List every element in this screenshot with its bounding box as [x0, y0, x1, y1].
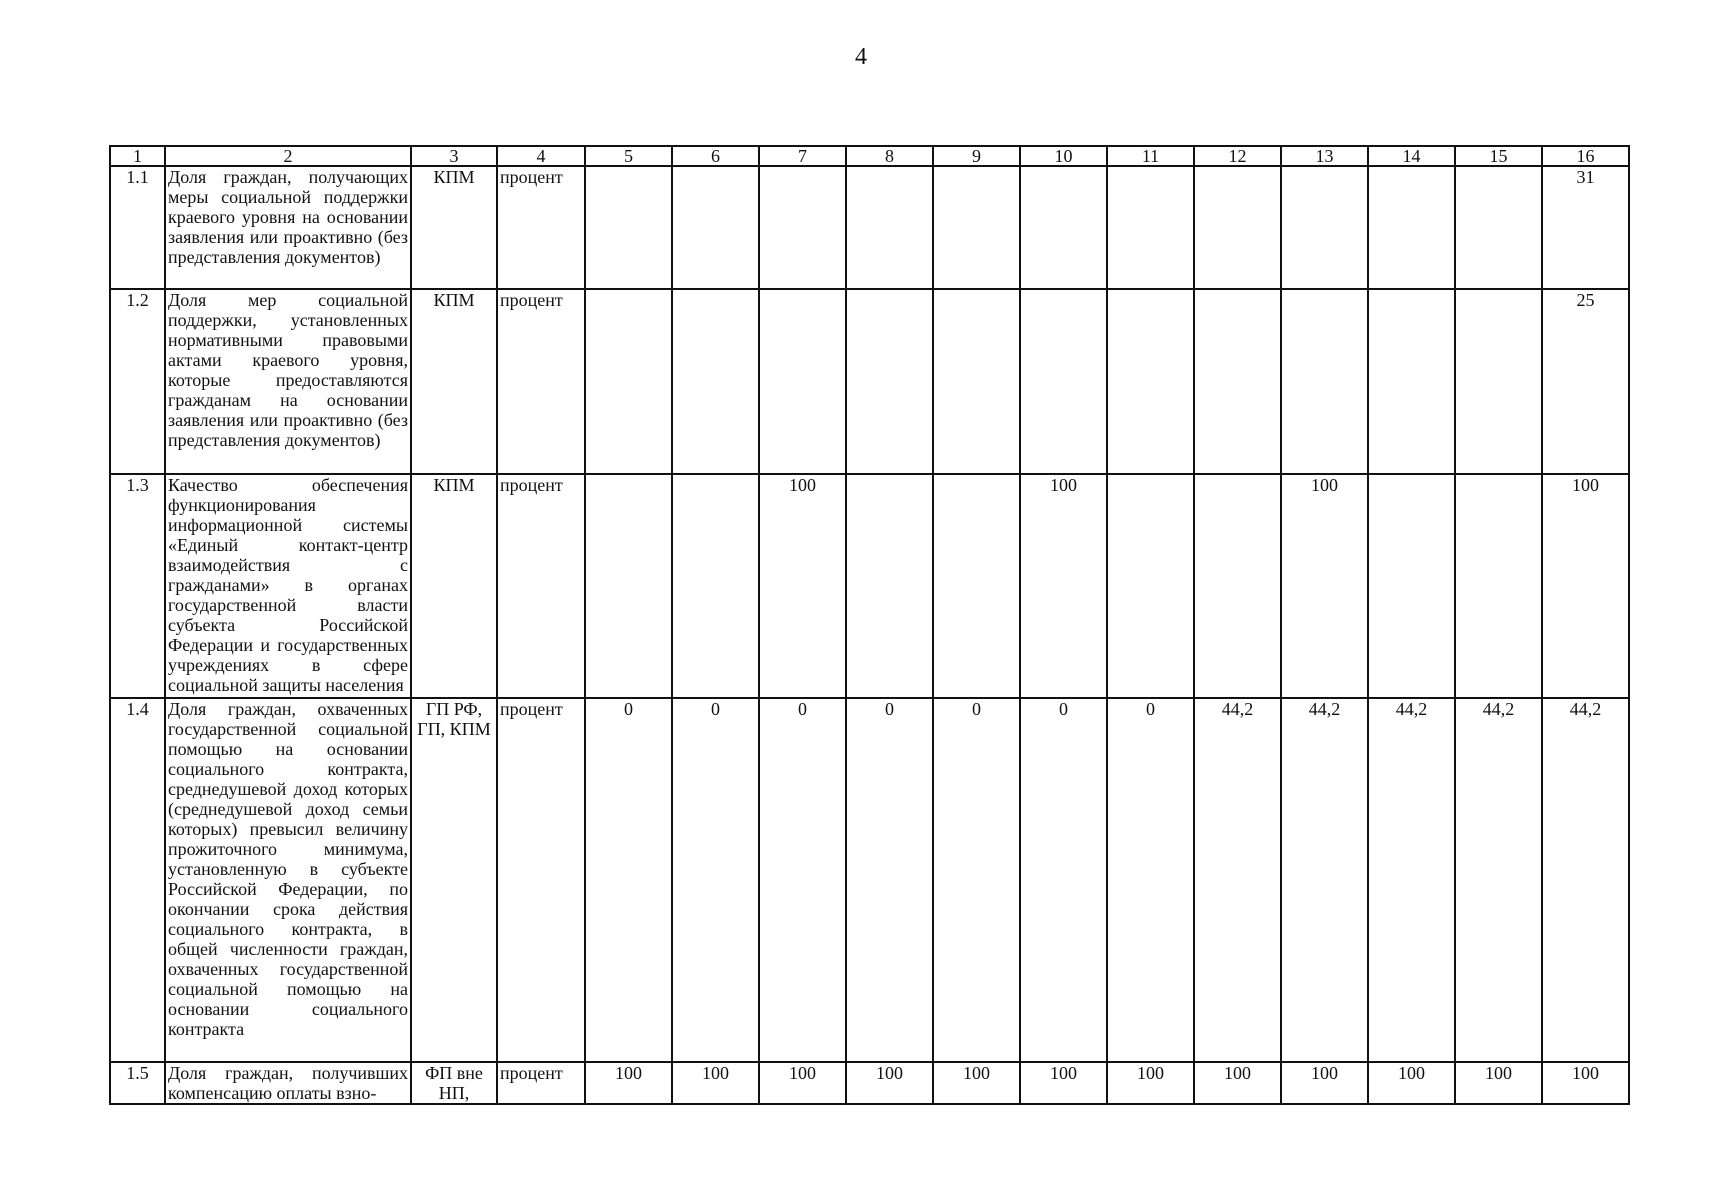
indicator-name: Доля граждан, получивших компенсацию оплаты взно- [165, 1062, 411, 1104]
column-header: 14 [1368, 146, 1455, 166]
value-cell [933, 474, 1020, 698]
value-cell [1020, 289, 1107, 474]
value-cell: 100 [1281, 1062, 1368, 1104]
column-header: 13 [1281, 146, 1368, 166]
table-row [110, 166, 1629, 289]
value-cell: 100 [1542, 1062, 1629, 1104]
indicator-name: Доля граждан, получающих меры социальной поддержки краевого уровня на основании заявления или проактивно (без представления документов) [165, 166, 411, 289]
value-cell [1107, 289, 1194, 474]
row-number: 1.5 [110, 1062, 165, 1104]
value-cell: 0 [933, 698, 1020, 1062]
column-header: 9 [933, 146, 1020, 166]
column-header: 5 [585, 146, 672, 166]
value-cell: 44,2 [1542, 698, 1629, 1062]
table-row [110, 1062, 1629, 1104]
indicator-source: КПМ [411, 474, 497, 698]
value-cell [672, 289, 759, 474]
value-cell [1194, 289, 1281, 474]
value-cell [585, 474, 672, 698]
value-cell [1107, 474, 1194, 698]
header-row [110, 146, 1629, 166]
column-header: 16 [1542, 146, 1629, 166]
value-cell: 0 [585, 698, 672, 1062]
indicator-unit: процент [497, 1062, 585, 1104]
value-cell [933, 289, 1020, 474]
indicator-unit: процент [497, 698, 585, 1062]
value-cell [933, 166, 1020, 289]
value-cell: 100 [1455, 1062, 1542, 1104]
value-cell [672, 166, 759, 289]
row-number: 1.4 [110, 698, 165, 1062]
indicator-source: ФП вне НП, [411, 1062, 497, 1104]
value-cell: 100 [933, 1062, 1020, 1104]
column-header: 6 [672, 146, 759, 166]
value-cell [1281, 166, 1368, 289]
table-row [110, 698, 1629, 1062]
value-cell: 100 [759, 474, 846, 698]
value-cell: 44,2 [1455, 698, 1542, 1062]
indicator-name: Доля граждан, охваченных государственной социальной помощью на основании социального контракта, среднедушевой доход которых (среднедушевой доход семьи которых) превысил величину прожиточного минимума, установленную в субъекте Российской Федерации, по окончании срока действия социального контракта, в общей численности граждан, охваченных государственной социальной помощью на основании социального контракта [165, 698, 411, 1062]
value-cell [1368, 166, 1455, 289]
value-cell: 0 [1020, 698, 1107, 1062]
row-number: 1.2 [110, 289, 165, 474]
value-cell [585, 289, 672, 474]
column-header: 10 [1020, 146, 1107, 166]
value-cell [1455, 289, 1542, 474]
indicator-source: КПМ [411, 166, 497, 289]
indicator-unit: процент [497, 289, 585, 474]
column-header: 4 [497, 146, 585, 166]
column-header: 2 [165, 146, 411, 166]
column-header: 8 [846, 146, 933, 166]
value-cell [846, 289, 933, 474]
value-cell: 44,2 [1368, 698, 1455, 1062]
row-number: 1.3 [110, 474, 165, 698]
value-cell: 100 [585, 1062, 672, 1104]
value-cell: 100 [1368, 1062, 1455, 1104]
value-cell [846, 166, 933, 289]
indicators-table [109, 145, 1630, 1105]
value-cell [1455, 474, 1542, 698]
page-number: 4 [855, 44, 867, 70]
value-cell: 44,2 [1194, 698, 1281, 1062]
value-cell [1107, 166, 1194, 289]
indicator-name: Доля мер социальной поддержки, установленных нормативными правовыми актами краевого уровня, которые предоставляются гражданам на основании заявления или проактивно (без представления документов) [165, 289, 411, 474]
value-cell [1020, 166, 1107, 289]
value-cell [585, 166, 672, 289]
column-header: 7 [759, 146, 846, 166]
value-cell [1455, 166, 1542, 289]
value-cell [1281, 289, 1368, 474]
column-header: 12 [1194, 146, 1281, 166]
column-header: 15 [1455, 146, 1542, 166]
value-cell [1194, 474, 1281, 698]
column-header: 3 [411, 146, 497, 166]
value-cell: 100 [1281, 474, 1368, 698]
value-cell: 100 [759, 1062, 846, 1104]
value-cell: 0 [846, 698, 933, 1062]
value-cell: 0 [1107, 698, 1194, 1062]
indicator-source: КПМ [411, 289, 497, 474]
value-cell: 25 [1542, 289, 1629, 474]
indicator-unit: процент [497, 474, 585, 698]
value-cell [759, 166, 846, 289]
indicator-name: Качество обеспечения функционирования информационной системы «Единый контакт-центр взаимодействия с гражданами» в органах государственной власти субъекта Российской Федерации и государственных учреждениях в сфере социальной защиты населения [165, 474, 411, 698]
indicator-source: ГП РФ, ГП, КПМ [411, 698, 497, 1062]
value-cell [759, 289, 846, 474]
value-cell [1368, 289, 1455, 474]
value-cell: 100 [1542, 474, 1629, 698]
value-cell: 100 [1020, 1062, 1107, 1104]
value-cell [1194, 166, 1281, 289]
value-cell: 0 [759, 698, 846, 1062]
row-number: 1.1 [110, 166, 165, 289]
indicator-unit: процент [497, 166, 585, 289]
value-cell [846, 474, 933, 698]
value-cell: 100 [1020, 474, 1107, 698]
value-cell: 100 [846, 1062, 933, 1104]
column-header: 11 [1107, 146, 1194, 166]
value-cell: 31 [1542, 166, 1629, 289]
value-cell: 0 [672, 698, 759, 1062]
table-row [110, 289, 1629, 474]
value-cell: 100 [672, 1062, 759, 1104]
value-cell [1368, 474, 1455, 698]
value-cell [672, 474, 759, 698]
value-cell: 44,2 [1281, 698, 1368, 1062]
table-row [110, 474, 1629, 698]
value-cell: 100 [1107, 1062, 1194, 1104]
value-cell: 100 [1194, 1062, 1281, 1104]
column-header: 1 [110, 146, 165, 166]
